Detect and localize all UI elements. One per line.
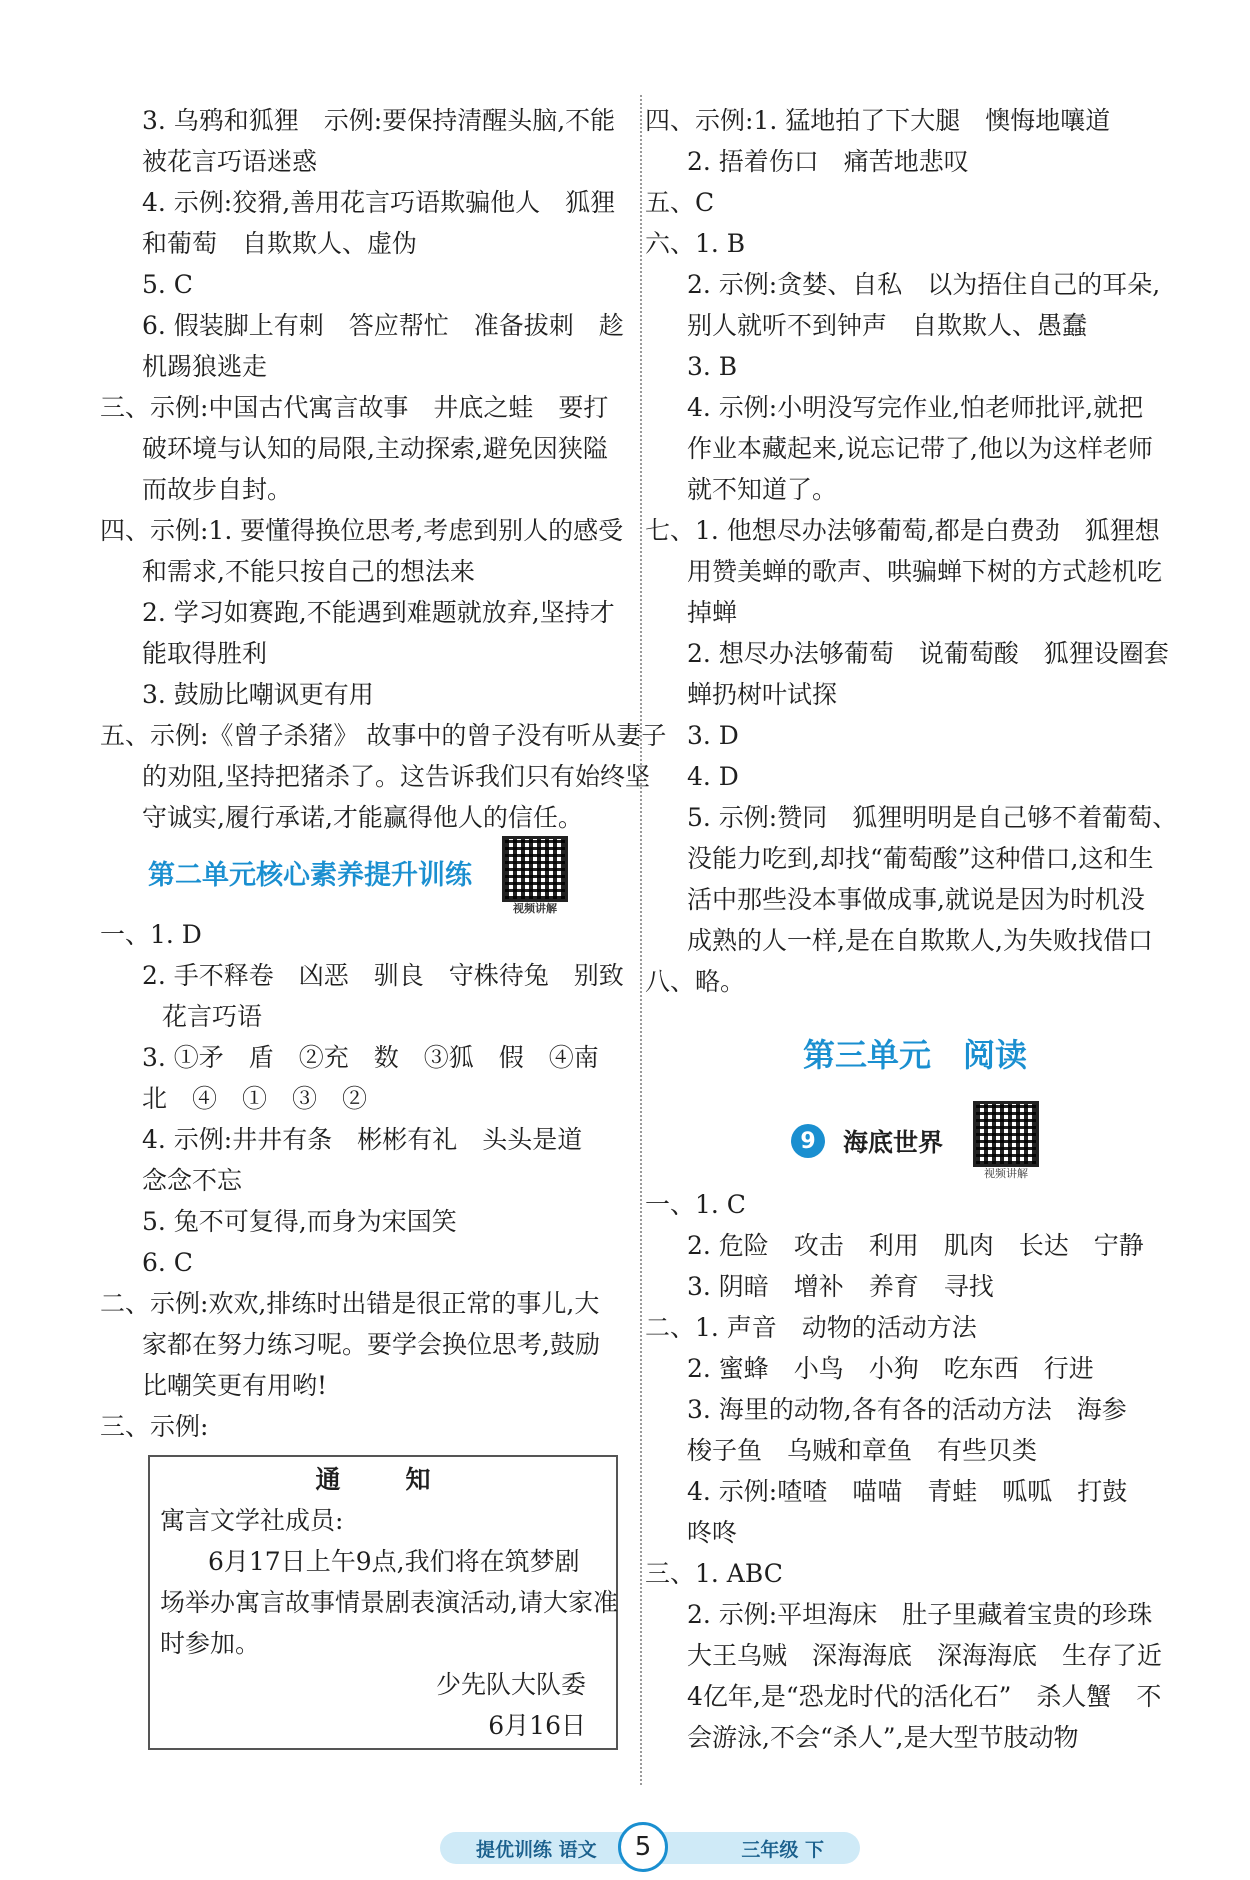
qr-caption: 视频讲解 bbox=[984, 1167, 1028, 1180]
answer-line: 3. 乌鸦和狐狸 示例:要保持清醒头脑,不能 bbox=[142, 106, 616, 135]
answer-line: 三、1. ABC bbox=[645, 1559, 783, 1588]
notice-title: 通 知 bbox=[315, 1465, 451, 1494]
notice-sender: 少先队大队委 bbox=[435, 1670, 586, 1699]
answer-line: 没能力吃到,却找“葡萄酸”这种借口,这和生 bbox=[687, 844, 1154, 873]
unit-title: 第三单元 阅读 bbox=[802, 1036, 1027, 1074]
answer-line: 4. D bbox=[687, 762, 739, 791]
notice-date: 6月16日 bbox=[488, 1711, 586, 1740]
answer-line: 一、1. D bbox=[100, 920, 202, 949]
answer-line: 作业本藏起来,说忘记带了,他以为这样老师 bbox=[687, 434, 1153, 463]
qr-code-icon[interactable] bbox=[973, 1101, 1039, 1167]
lesson-heading bbox=[645, 1098, 1185, 1184]
answer-line: 2. 示例:贪婪、自私 以为捂住自己的耳朵, bbox=[687, 270, 1161, 299]
answer-line: 三、示例: bbox=[100, 1412, 209, 1441]
answer-line: 3. D bbox=[687, 721, 739, 750]
answer-line: 4. 示例:狡猾,善用花言巧语欺骗他人 狐狸 bbox=[142, 188, 616, 217]
answer-line: 4. 示例:井井有条 彬彬有礼 头头是道 bbox=[142, 1125, 583, 1154]
section-heading-unit2 bbox=[100, 838, 630, 914]
answer-line: 五、示例:《曾子杀猪》 故事中的曾子没有听从妻子 bbox=[100, 721, 667, 750]
section-title-text: 第二单元核心素养提升训练 bbox=[148, 860, 472, 891]
answer-line: 别人就听不到钟声 自欺欺人、愚蠢 bbox=[687, 311, 1088, 340]
answer-line: 2. 手不释卷 凶恶 驯良 守株待兔 别致 bbox=[142, 961, 624, 990]
answer-line: 2. 示例:平坦海床 肚子里藏着宝贵的珍珠 bbox=[687, 1600, 1153, 1629]
answer-line: 二、1. 声音 动物的活动方法 bbox=[645, 1313, 977, 1342]
answer-line: 用赞美蝉的歌声、哄骗蝉下树的方式趁机吃 bbox=[687, 557, 1163, 586]
qr-code-block[interactable] bbox=[502, 836, 568, 916]
answer-line: 机踢狼逃走 bbox=[142, 352, 268, 381]
answer-line: 守诚实,履行承诺,才能赢得他人的信任。 bbox=[142, 803, 583, 832]
answer-line: 6. 假装脚上有刺 答应帮忙 准备拔刺 趁 bbox=[142, 311, 624, 340]
answer-line: 八、略。 bbox=[645, 967, 746, 996]
right-column bbox=[645, 100, 1185, 1758]
answer-line: 北 ④ ① ③ ② bbox=[142, 1084, 368, 1113]
answer-line: 成熟的人一样,是在自欺欺人,为失败找借口 bbox=[687, 926, 1153, 955]
answer-line: 五、C bbox=[645, 188, 715, 217]
lesson-title: 海底世界 bbox=[842, 1128, 943, 1157]
answer-line: 被花言巧语迷惑 bbox=[142, 147, 318, 176]
footer-book-title: 提优训练 语文 bbox=[476, 1838, 597, 1861]
qr-code-block[interactable] bbox=[973, 1101, 1039, 1181]
answer-line: 4亿年,是“恐龙时代的活化石” 杀人蟹 不 bbox=[687, 1682, 1162, 1711]
answer-line: 3. 阴暗 增补 养育 寻找 bbox=[687, 1272, 994, 1301]
qr-caption: 视频讲解 bbox=[513, 902, 557, 915]
answer-line: 2. 学习如赛跑,不能遇到难题就放弃,坚持才 bbox=[142, 598, 615, 627]
answer-line: 5. 示例:赞同 狐狸明明是自己够不着葡萄、 bbox=[687, 803, 1178, 832]
answer-line: 4. 示例:小明没写完作业,怕老师批评,就把 bbox=[687, 393, 1144, 422]
answer-line: 5. 兔不可复得,而身为宋国笑 bbox=[142, 1207, 457, 1236]
answer-line: 二、示例:欢欢,排练时出错是很正常的事儿,大 bbox=[100, 1289, 600, 1318]
right-answers-part1 bbox=[645, 100, 1185, 1002]
answer-line: 2. 危险 攻击 利用 肌肉 长达 宁静 bbox=[687, 1231, 1144, 1260]
page-number: 5 bbox=[618, 1822, 668, 1872]
answer-line: 2. 捂着伤口 痛苦地悲叹 bbox=[687, 147, 969, 176]
answer-line: 能取得胜利 bbox=[142, 639, 268, 668]
notice-box bbox=[148, 1455, 618, 1750]
answer-line: 而故步自封。 bbox=[142, 475, 293, 504]
left-answers-part1 bbox=[100, 100, 667, 838]
notice-salutation: 寓言文学社成员: bbox=[160, 1506, 344, 1535]
answer-line: 梭子鱼 乌贼和章鱼 有些贝类 bbox=[687, 1436, 1038, 1465]
answer-line: 三、示例:中国古代寓言故事 井底之蛙 要打 bbox=[100, 393, 609, 422]
qr-code-icon[interactable] bbox=[502, 836, 568, 902]
answer-line: 蝉扔树叶试探 bbox=[687, 680, 838, 709]
answer-line: 5. C bbox=[142, 270, 193, 299]
answer-line: 念念不忘 bbox=[142, 1166, 243, 1195]
answer-line: 2. 蜜蜂 小鸟 小狗 吃东西 行进 bbox=[687, 1354, 1094, 1383]
left-answers-part2 bbox=[100, 914, 630, 1447]
answer-line: 2. 想尽办法够葡萄 说葡萄酸 狐狸设圈套 bbox=[687, 639, 1169, 668]
answer-line: 6. C bbox=[142, 1248, 193, 1277]
column-divider bbox=[640, 95, 642, 1785]
answer-line: 七、1. 他想尽办法够葡萄,都是白费劲 狐狸想 bbox=[645, 516, 1160, 545]
answer-line: 3. B bbox=[687, 352, 738, 381]
notice-body-line: 6月17日上午9点,我们将在筑梦剧 bbox=[208, 1547, 580, 1576]
answer-line: 3. ①矛 盾 ②充 数 ③狐 假 ④南 bbox=[142, 1043, 599, 1072]
answer-line: 3. 海里的动物,各有各的活动方法 海参 bbox=[687, 1395, 1127, 1424]
answer-line: 会游泳,不会“杀人”,是大型节肢动物 bbox=[687, 1723, 1079, 1752]
right-answers-part2 bbox=[645, 1184, 1185, 1758]
answer-line: 四、示例:1. 要懂得换位思考,考虑到别人的感受 bbox=[100, 516, 624, 545]
answer-line: 花言巧语 bbox=[162, 1002, 263, 1031]
answer-line: 破环境与认知的局限,主动探索,避免因狭隘 bbox=[142, 434, 608, 463]
answer-line: 一、1. C bbox=[645, 1190, 746, 1219]
answer-line: 比嘲笑更有用哟! bbox=[142, 1371, 328, 1400]
answer-line: 四、示例:1. 猛地拍了下大腿 懊悔地嚷道 bbox=[645, 106, 1111, 135]
answer-line: 4. 示例:喳喳 喵喵 青蛙 呱呱 打鼓 bbox=[687, 1477, 1128, 1506]
answer-line: 就不知道了。 bbox=[687, 475, 838, 504]
answer-line: 的劝阻,坚持把猪杀了。这告诉我们只有始终坚 bbox=[142, 762, 650, 791]
answer-line: 和葡萄 自欺欺人、虚伪 bbox=[142, 229, 418, 258]
answer-line: 大王乌贼 深海海底 深海海底 生存了近 bbox=[687, 1641, 1163, 1670]
answer-line: 咚咚 bbox=[687, 1518, 738, 1547]
answer-line: 3. 鼓励比嘲讽更有用 bbox=[142, 680, 374, 709]
notice-body-line: 场举办寓言故事情景剧表演活动,请大家准 bbox=[160, 1588, 618, 1617]
answer-line: 掉蝉 bbox=[687, 598, 738, 627]
answer-line: 和需求,不能只按自己的想法来 bbox=[142, 557, 475, 586]
answer-line: 家都在努力练习呢。要学会换位思考,鼓励 bbox=[142, 1330, 600, 1359]
notice-body-line: 时参加。 bbox=[160, 1629, 261, 1658]
lesson-number-badge: 9 bbox=[791, 1124, 825, 1158]
answer-line: 六、1. B bbox=[645, 229, 746, 258]
footer-grade: 三年级 下 bbox=[741, 1838, 824, 1861]
left-column bbox=[100, 100, 667, 1750]
answer-line: 活中那些没本事做成事,就说是因为时机没 bbox=[687, 885, 1145, 914]
